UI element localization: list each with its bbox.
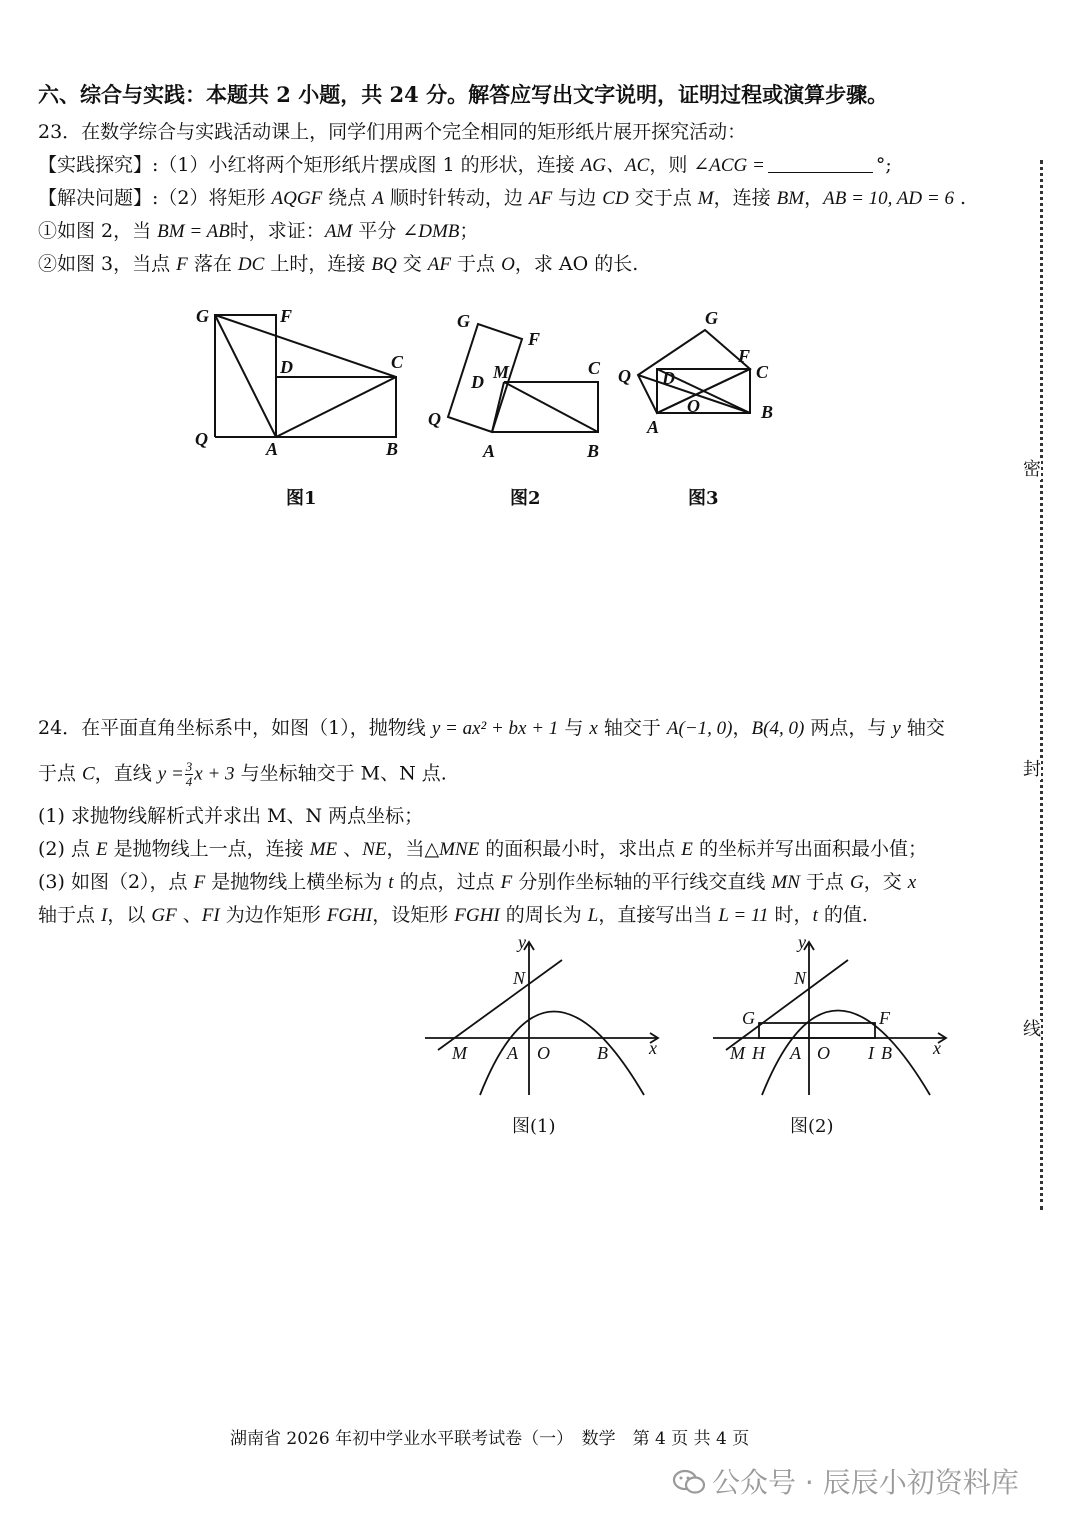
fig2-label: G [457,311,470,331]
graph2-label: x [933,1038,941,1058]
fig1-label: A [266,439,279,459]
fig1-label: C [391,352,404,372]
fig2-label: B [587,441,600,461]
q24-line2: 于点 C，直线 y = $\frac{3}{4}$ x + 3 与坐标轴交于 M、N 点. [38,759,447,789]
graph2-label: H [752,1043,765,1063]
fig3-label: B [761,402,774,422]
graph1-label: A [507,1043,518,1063]
fig3-label: O [687,396,700,416]
graph1-label: M [452,1043,467,1063]
graph1-label: x [649,1038,657,1058]
fig3-label: C [756,362,769,382]
fig2-label: C [588,358,601,378]
figure-3 [610,300,790,440]
fig3-label: Q [618,366,631,386]
q24-part3: (3) 如图（2），点 F 是抛物线上横坐标为 t 的点，过点 F 分别作坐标轴的平行线交直线 MN 于点 G，交 x [38,871,917,893]
page-footer: 湖南省 2026 年初中学业水平联考试卷（一） 数学 第 4 页 共 4 页 [230,1429,750,1449]
fig2-label: A [483,441,496,461]
graph2-label: B [881,1043,892,1063]
binding-mark-xian: 线 [1023,1019,1041,1040]
fig2-label: F [528,329,541,349]
fig1-label: Q [195,429,208,449]
answer-blank [768,154,873,173]
graph2-label: I [868,1043,874,1063]
graph1-label: N [513,968,526,988]
graph1-label: O [537,1043,550,1063]
graph2-label: G [742,1008,755,1028]
q24-line1: 24．在平面直角坐标系中，如图（1），抛物线 y = ax² + bx + 1 与 x 轴交于 A(−1, 0)，B(4, 0) 两点，与 y 轴交 [38,717,945,739]
fig1-caption: 图1 [286,488,317,509]
q24-part3-cont: 轴于点 I，以 GF 、FI 为边作矩形 FGHI，设矩形 FGHI 的周长为 L，直接写出当 L = 11 时，t 的值. [38,904,868,926]
binding-mark-mi: 密 [1023,459,1041,480]
fig2-label: Q [428,409,441,429]
graph2-label: M [730,1043,745,1063]
wechat-icon [672,1469,706,1495]
figure-2 [420,300,620,465]
graph2-caption: 图(2) [790,1116,834,1137]
watermark: 公众号 · 辰辰小初资料库 [672,1461,1019,1501]
fraction: $\frac{3}{4}$ [185,759,193,789]
fig3-label: A [647,417,660,437]
graph1-label: y [518,932,526,952]
q24-part1: (1) 求抛物线解析式并求出 M、N 两点坐标； [38,805,424,827]
graph2-label: A [790,1043,801,1063]
q23-intro: 23．在数学综合与实践活动课上，同学们用两个完全相同的矩形纸片展开探究活动： [38,121,747,143]
fig1-label: F [280,306,293,326]
graph2-label: O [817,1043,830,1063]
graph2-label: N [794,968,807,988]
fig3-label: F [738,346,751,366]
fig1-label: D [280,357,293,377]
q23-sub2: ②如图 3，当点 F 落在 DC 上时，连接 BQ 交 AF 于点 O，求 AO 的长. [38,253,639,275]
fig3-caption: 图3 [688,488,719,509]
fig2-caption: 图2 [510,488,541,509]
q23-part1: 【实践探究】:（1）小红将两个矩形纸片摆成图 1 的形状，连接 AG、AC，则 ∠ACG = °; [38,154,892,176]
graph1-label: B [597,1043,608,1063]
fig3-label: G [705,308,718,328]
fig1-label: B [386,439,399,459]
binding-line [1040,160,1043,1210]
graph1-caption: 图(1) [512,1116,556,1137]
q23-part2: 【解决问题】:（2）将矩形 AQGF 绕点 A 顺时针转动，边 AF 与边 CD 交于点 M，连接 BM，AB = 10, AD = 6 . [38,187,967,209]
q24-part2: (2) 点 E 是抛物线上一点，连接 ME 、NE，当△MNE 的面积最小时，求出点 E 的坐标并写出面积最小值； [38,838,927,860]
fig1-label: G [196,306,209,326]
section-title: 六、综合与实践：本题共 2 小题，共 24 分。解答应写出文字说明，证明过程或演算步骤。 [38,82,889,107]
graph-1 [420,930,670,1100]
q23-sub1: ①如图 2，当 BM = AB时，求证：AM 平分 ∠DMB； [38,220,479,242]
binding-mark-feng: 封 [1023,759,1041,780]
fig2-label: M [493,362,510,382]
graph-2 [708,930,958,1100]
fig3-label: D [662,368,675,388]
graph2-label: F [879,1008,890,1028]
figure-1 [190,300,420,465]
graph2-label: y [798,932,806,952]
fig2-label: D [471,372,484,392]
